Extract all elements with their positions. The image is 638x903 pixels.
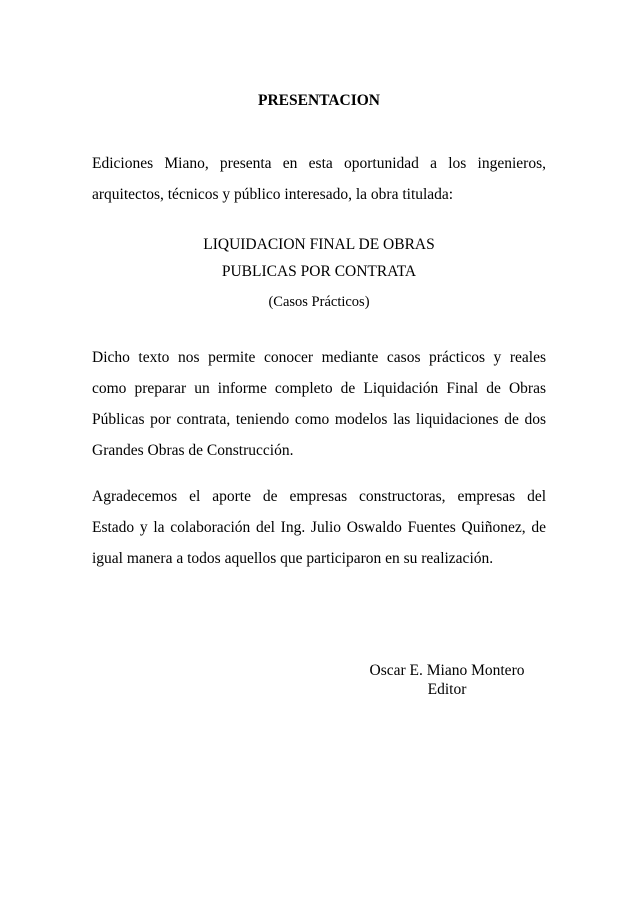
acknowledgement-paragraph — [92, 481, 546, 574]
intro-line-2: arquitectos, técnicos y público interesado, la obra titulada: — [92, 186, 454, 203]
signature-role: Editor — [427, 681, 467, 698]
signature-name: Oscar E. Miano Montero — [369, 662, 525, 679]
page-heading: PRESENTACION — [257, 92, 380, 109]
acknowledgement-line-1: Agradecemos el aporte de empresas constructoras, empresas del — [92, 488, 546, 505]
description-line-1: Dicho texto nos permite conocer mediante casos prácticos y reales — [92, 349, 546, 366]
description-line-3: Públicas por contrata, teniendo como modelos las liquidaciones de dos — [92, 411, 546, 428]
description-paragraph — [92, 342, 546, 466]
book-title-line-2: PUBLICAS POR CONTRATA — [221, 263, 417, 280]
acknowledgement-line-2: Estado y la colaboración del Ing. Julio Oswaldo Fuentes Quiñonez, de — [92, 519, 546, 536]
intro-line-1: Ediciones Miano, presenta en esta oportunidad a los ingenieros, — [92, 155, 546, 172]
book-subtitle: (Casos Prácticos) — [268, 294, 370, 310]
acknowledgement-line-3: igual manera a todos aquellos que participaron en su realización. — [92, 550, 494, 567]
book-title-line-1: LIQUIDACION FINAL DE OBRAS — [203, 236, 435, 253]
description-line-2: como preparar un informe completo de Liquidación Final de Obras — [92, 380, 546, 397]
description-line-4: Grandes Obras de Construcción. — [92, 442, 294, 459]
intro-paragraph — [92, 148, 546, 210]
